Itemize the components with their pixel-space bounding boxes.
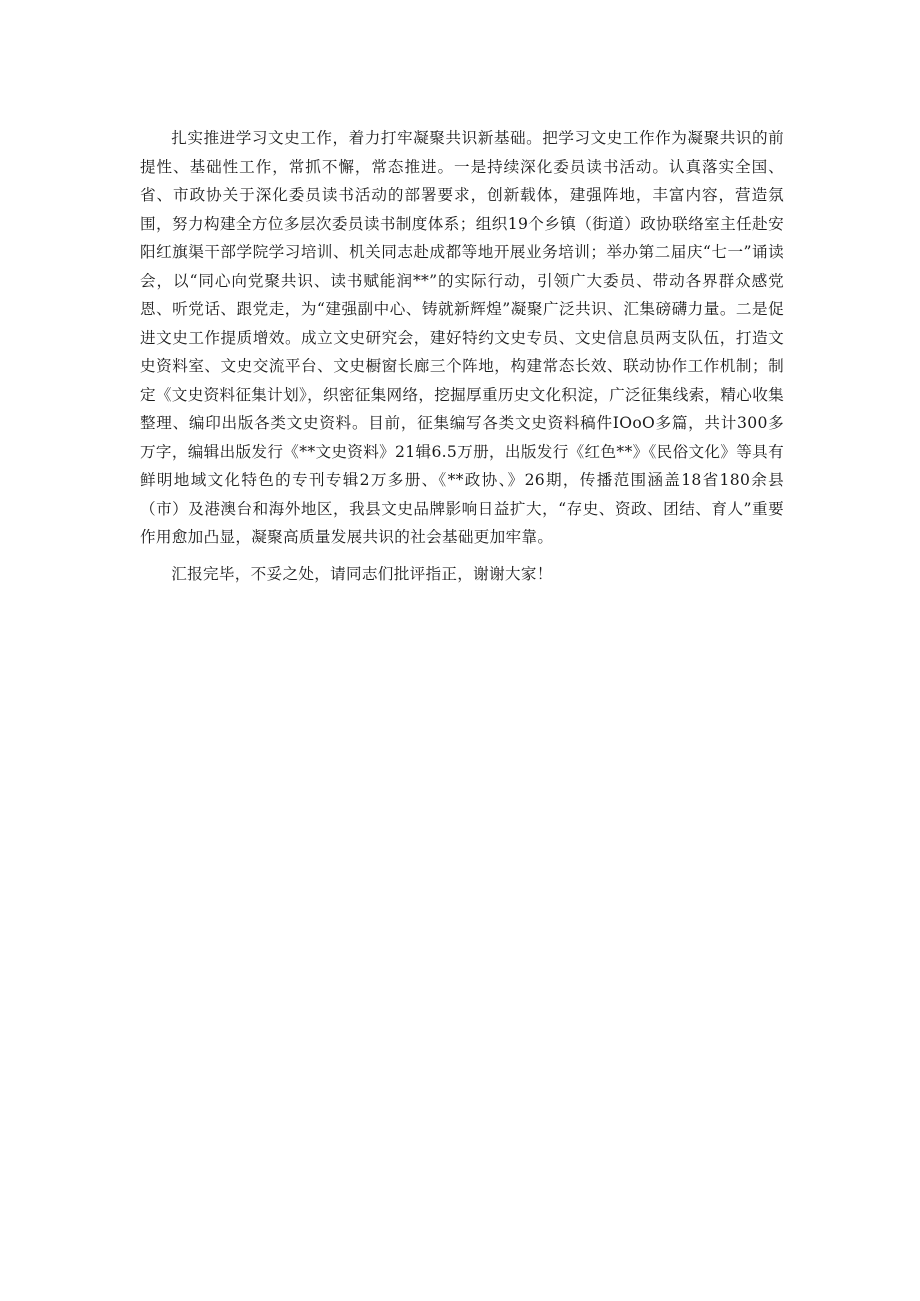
paragraph-study-culture-history: 扎实推进学习文史工作，着力打牢凝聚共识新基础。把学习文史工作作为凝聚共识的前提性、基础性工作，常抓不懈，常态推进。一是持续深化委员读书活动。认真落实全国、省、市政协关于深化委员读书活动的部署要求，创新载体，建强阵地，丰富内容，营造氛围，努力构建全方位多层次委员读书制度体系；组织19个乡镇（街道）政协联络室主任赴安阳红旗渠干部学院学习培训、机关同志赴成都等地开展业务培训；举办第二届庆“七一”诵读会，以“同心向党聚共识、读书赋能润**”的实际行动，引领广大委员、带动各界群众感党恩、听党话、跟党走，为“建强副中心、铸就新辉煌”凝聚广泛共识、汇集磅礴力量。二是促进文史工作提质增效。成立文史研究会，建好特约文史专员、文史信息员两支队伍，打造文史资料室、文史交流平台、文史橱窗长廊三个阵地，构建常态长效、联动协作工作机制；制定《文史资料征集计划》，织密征集网络，挖掘厚重历史文化积淀，广泛征集线索，精心收集整理、编印出版各类文史资料。目前，征集编写各类文史资料稿件IOoO多篇，共计300多万字，编辑出版发行《**文史资料》21辑6.5万册，出版发行《红色**》《民俗文化》等具有鲜明地域文化特色的专刊专辑2万多册、《**政协、》26期，传播范围涵盖18省180余县（市）及港澳台和海外地区，我县文史品牌影响日益扩大，“存史、资政、团结、育人”重要作用愈加凸显，凝聚高质量发展共识的社会基础更加牢靠。	[140, 129, 784, 546]
paragraph-closing-remarks: 汇报完毕，不妥之处，请同志们批评指正，谢谢大家！	[171, 564, 553, 583]
document-body	[140, 124, 784, 588]
